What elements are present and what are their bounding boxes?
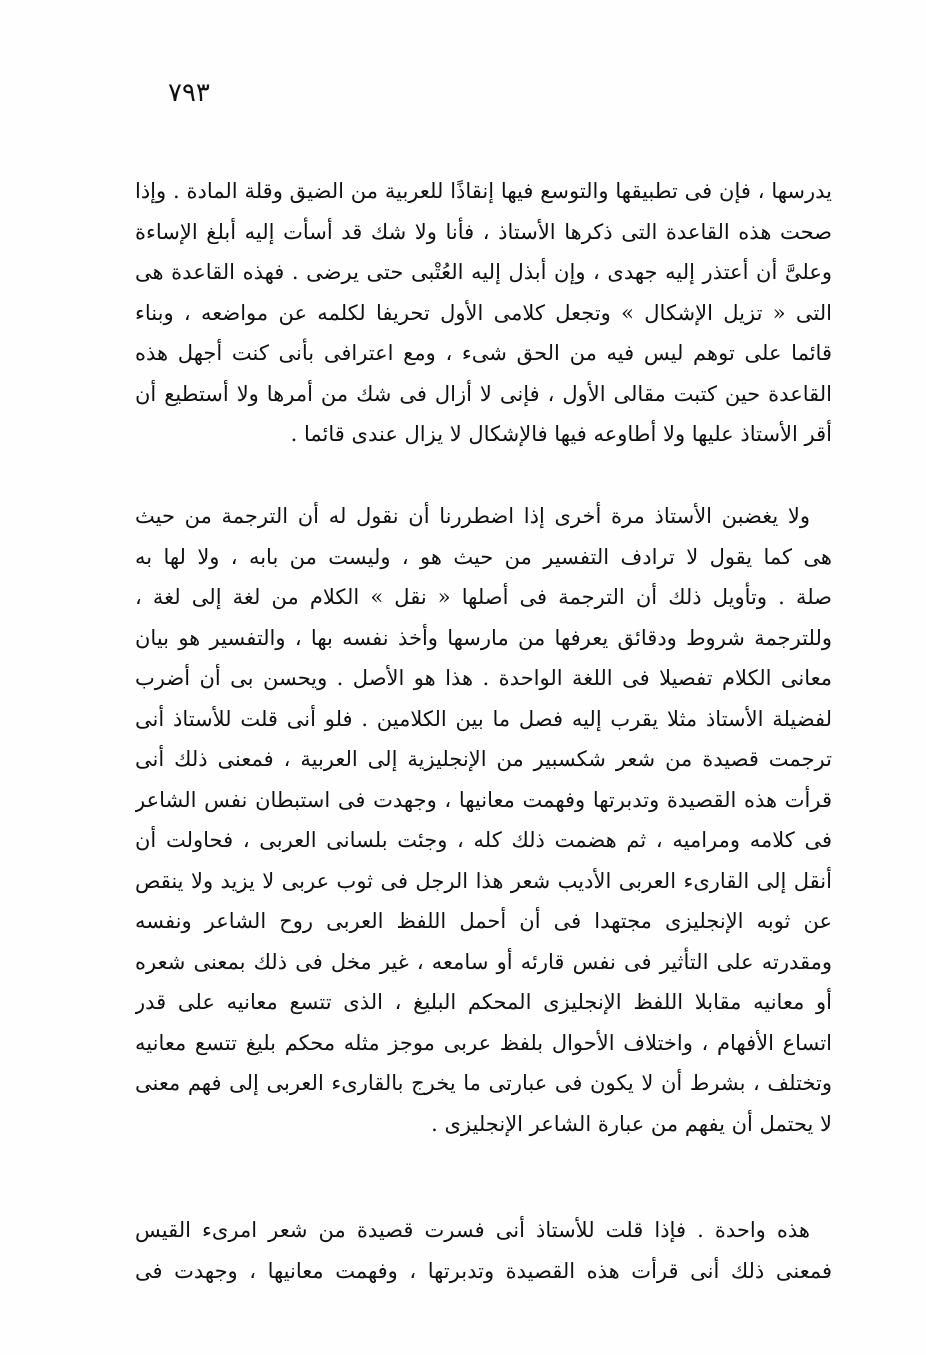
text-line: ومقدرته على التأثير فى نفس قارئه أو سامعه ، غير مخل فى ذلك بمعنى شعره <box>135 949 832 974</box>
text-line: هى كما يقول لا ترادف التفسير من حيث هو ، وليست من بابه ، ولا لها به <box>135 544 832 569</box>
text-line: ترجمت قصيدة من شعر شكسبير من الإنجليزية إلى العربية ، فمعنى ذلك أنى <box>135 747 832 771</box>
text-line: قائما على توهم ليس فيه من الحق شىء ، ومع اعترافى بأنى كنت أجهل هذه <box>135 341 832 365</box>
text-line: وعلىَّ أن أعتذر إليه جهدى ، وإن أبذل إليه العُتْبى حتى يرضى . فهذه القاعدة هى <box>135 260 832 284</box>
paragraph-3 <box>135 1210 832 1291</box>
text-line: لا يحتمل أن يفهم من عبارة الشاعر الإنجليزى . <box>431 1111 832 1136</box>
text-line: أنقل إلى القارىء العربى الأديب شعر هذا الرجل فى ثوب عربى لا يزيد ولا ينقص <box>135 868 832 893</box>
text-line: وتختلف ، بشرط أن لا يكون فى عبارتى ما يخرج بالقارىء العربى إلى فهم معنى <box>135 1071 832 1095</box>
text-line: ولا يغضبن الأستاذ مرة أخرى إذا اضطررنا أن نقول له أن الترجمة من حيث <box>135 504 810 528</box>
text-line: قرأت هذه القصيدة وتدبرتها وفهمت معانيها ، وجهدت فى استبطان نفس الشاعر <box>135 787 832 812</box>
text-line: عن ثوبه الإنجليزى مجتهدا فى أن أحمل اللفظ العربى روح الشاعر ونفسه <box>135 909 832 933</box>
paragraph-2 <box>135 496 832 1144</box>
text-line: التى « تزيل الإشكال » وتجعل كلامى الأول تحريفا لكلمه عن مواضعه ، وبناء <box>135 300 832 325</box>
text-line: يدرسها ، فإن فى تطبيقها والتوسع فيها إنقاذًا للعربية من الضيق وقلة المادة . وإذا <box>135 179 832 203</box>
paragraph-1 <box>135 171 832 455</box>
text-line: فمعنى ذلك أنى قرأت هذه القصيدة وتدبرتها ، وفهمت معانيها ، وجهدت فى <box>135 1258 832 1283</box>
text-line: معانى الكلام تفصيلا فى اللغة الواحدة . هذا هو الأصل . ويحسن بى أن أضرب <box>135 666 832 690</box>
text-line: القاعدة حين كتبت مقالى الأول ، فإنى لا أزال فى شك من أمرها ولا أستطيع أن <box>135 381 832 406</box>
text-line: أو معانيه مقابلا اللفظ الإنجليزى المحكم البليغ ، الذى تتسع معانيه على قدر <box>135 990 832 1014</box>
text-line: صلة . وتأويل ذلك أن الترجمة فى أصلها « نقل » الكلام من لغة إلى لغة ، <box>135 585 832 609</box>
text-line: وللترجمة شروط ودقائق يعرفها من مارسها وأخذ نفسه بها ، والتفسير هو بيان <box>135 625 832 650</box>
text-line: لفضيلة الأستاذ مثلا يقرب إليه فصل ما بين الكلامين . فلو أنى قلت للأستاذ أنى <box>135 706 832 731</box>
page-number: ٧٩٣ <box>168 78 210 108</box>
text-line: هذه واحدة . فإذا قلت للأستاذ أنى فسرت قصيدة من شعر امرىء القيس <box>135 1218 810 1242</box>
text-line: صحت هذه القاعدة التى ذكرها الأستاذ ، فأنا ولا شك قد أسأت إليه أبلغ الإساءة <box>135 219 832 244</box>
text-line: فى كلامه ومراميه ، ثم هضمت ذلك كله ، وجئت بلسانى العربى ، فحاولت أن <box>135 828 832 852</box>
text-line: اتساع الأفهام ، واختلاف الأحوال بلفظ عربى موجز مثله محكم بليغ تتسع معانيه <box>135 1030 832 1055</box>
text-line: أقر الأستاذ عليها ولا أطاوعه فيها فالإشكال لا يزال عندى قائما . <box>290 422 832 446</box>
